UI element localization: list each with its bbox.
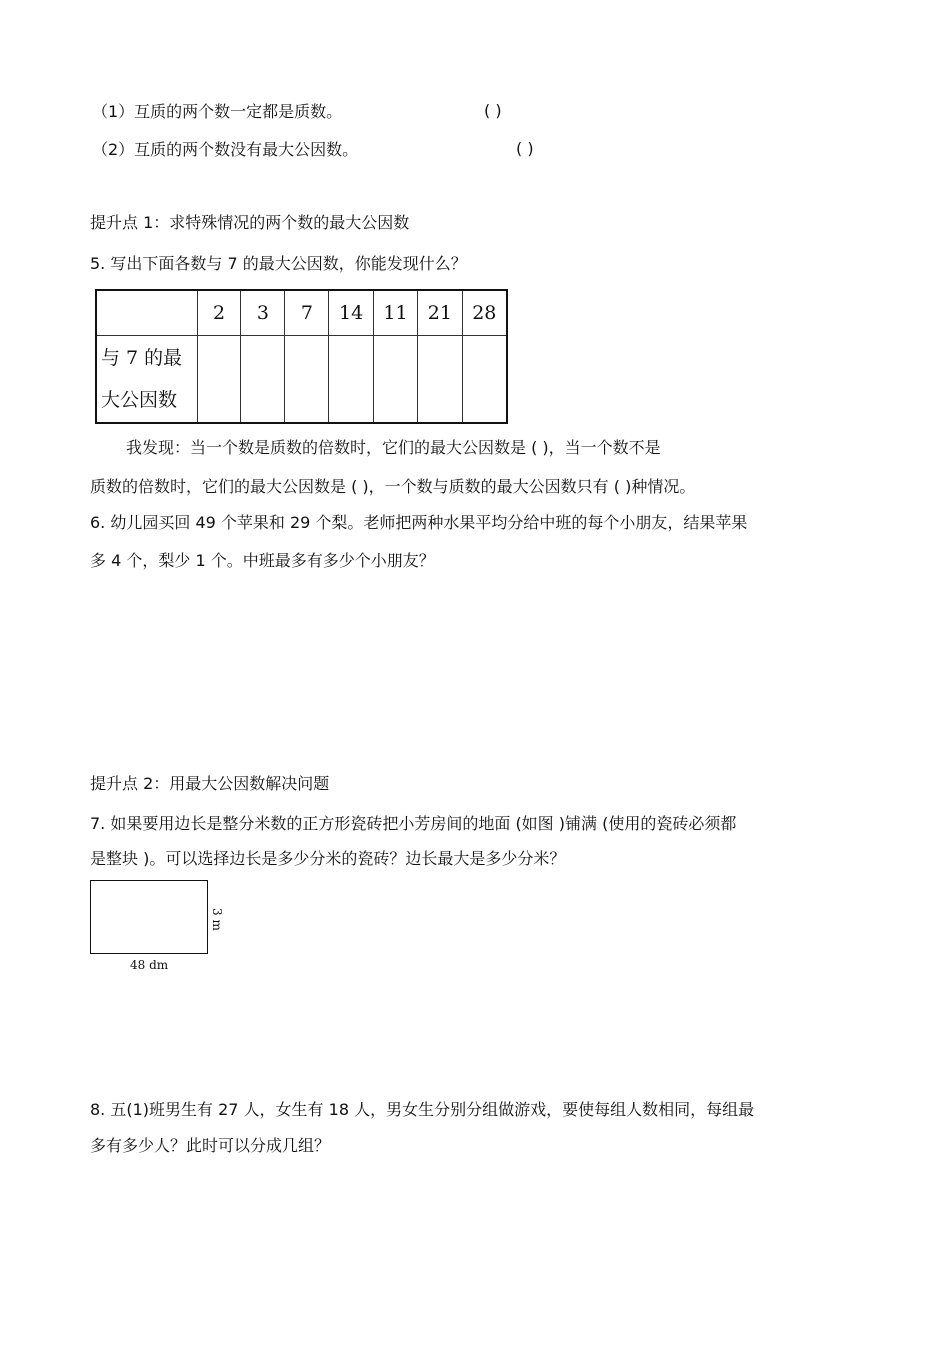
room-width-label: 3 m xyxy=(210,908,224,931)
section-title-point-2: 提升点 2：用最大公因数解决问题 xyxy=(90,774,330,793)
gcf-table-header-row xyxy=(96,290,507,336)
gcf-table-number: 2 xyxy=(197,290,241,336)
q5-prompt: 5. 写出下面各数与 7 的最大公因数，你能发现什么？ xyxy=(90,254,467,273)
gcf-table-number: 14 xyxy=(329,290,373,336)
gcf-table-corner-cell xyxy=(96,290,197,336)
gcf-table-row-label xyxy=(96,336,197,424)
gcf-table-number: 3 xyxy=(241,290,285,336)
gcf-table-answer-cell[interactable] xyxy=(329,336,373,424)
gcf-table-answer-row xyxy=(96,336,507,424)
gcf-table-number: 21 xyxy=(418,290,462,336)
q6-line-1: 6. 幼儿园买回 49 个苹果和 29 个梨。老师把两种水果平均分给中班的每个小朋友，结果苹果 xyxy=(90,513,748,532)
q7-line-1: 7. 如果要用边长是整分米数的正方形瓷砖把小芳房间的地面 (如图 )铺满 (使用的瓷砖必须都 xyxy=(90,814,737,833)
gcf-table-number: 11 xyxy=(373,290,417,336)
q8-line-1: 8. 五(1)班男生有 27 人，女生有 18 人，男女生分别分组做游戏，要使每组人数相同，每组最 xyxy=(90,1100,755,1119)
q4-item-2-text: （2）互质的两个数没有最大公因数。 xyxy=(92,140,359,159)
gcf-table-answer-cell[interactable] xyxy=(285,336,329,424)
gcf-table-row-label-line-2: 大公因数 xyxy=(101,389,178,411)
room-floor-diagram xyxy=(90,880,208,954)
q4-item-1 xyxy=(92,101,342,123)
gcf-table-answer-cell[interactable] xyxy=(418,336,462,424)
q5-finding-line-2: 质数的倍数时，它们的最大公因数是 ( )，一个数与质数的最大公因数只有 ( )种情况。 xyxy=(90,477,696,496)
q8-line-2: 多有多少人？此时可以分成几组？ xyxy=(90,1136,331,1155)
q4-item-2-answer-blank[interactable]: ( ) xyxy=(516,139,534,158)
gcf-table-answer-cell[interactable] xyxy=(241,336,285,424)
room-length-label: 48 dm xyxy=(130,958,169,972)
q4-item-1-answer-blank[interactable]: ( ) xyxy=(484,101,502,120)
gcf-table-row-label-line-1: 与 7 的最 xyxy=(101,347,183,369)
section-title-point-1: 提升点 1：求特殊情况的两个数的最大公因数 xyxy=(90,213,410,232)
q4-item-2 xyxy=(92,139,358,161)
q6-line-2: 多 4 个，梨少 1 个。中班最多有多少个小朋友？ xyxy=(90,551,435,570)
q7-line-2: 是整块 )。可以选择边长是多少分米的瓷砖？边长最大是多少分米？ xyxy=(90,849,566,868)
gcf-table-answer-cell[interactable] xyxy=(373,336,417,424)
q4-item-1-text: （1）互质的两个数一定都是质数。 xyxy=(92,102,343,121)
gcf-table-answer-cell[interactable] xyxy=(462,336,507,424)
gcf-table xyxy=(95,289,508,424)
gcf-table-answer-cell[interactable] xyxy=(197,336,241,424)
q5-finding-line-1: 我发现：当一个数是质数的倍数时，它们的最大公因数是 ( )，当一个数不是 xyxy=(126,438,661,457)
gcf-table-number: 7 xyxy=(285,290,329,336)
gcf-table-number: 28 xyxy=(462,290,507,336)
